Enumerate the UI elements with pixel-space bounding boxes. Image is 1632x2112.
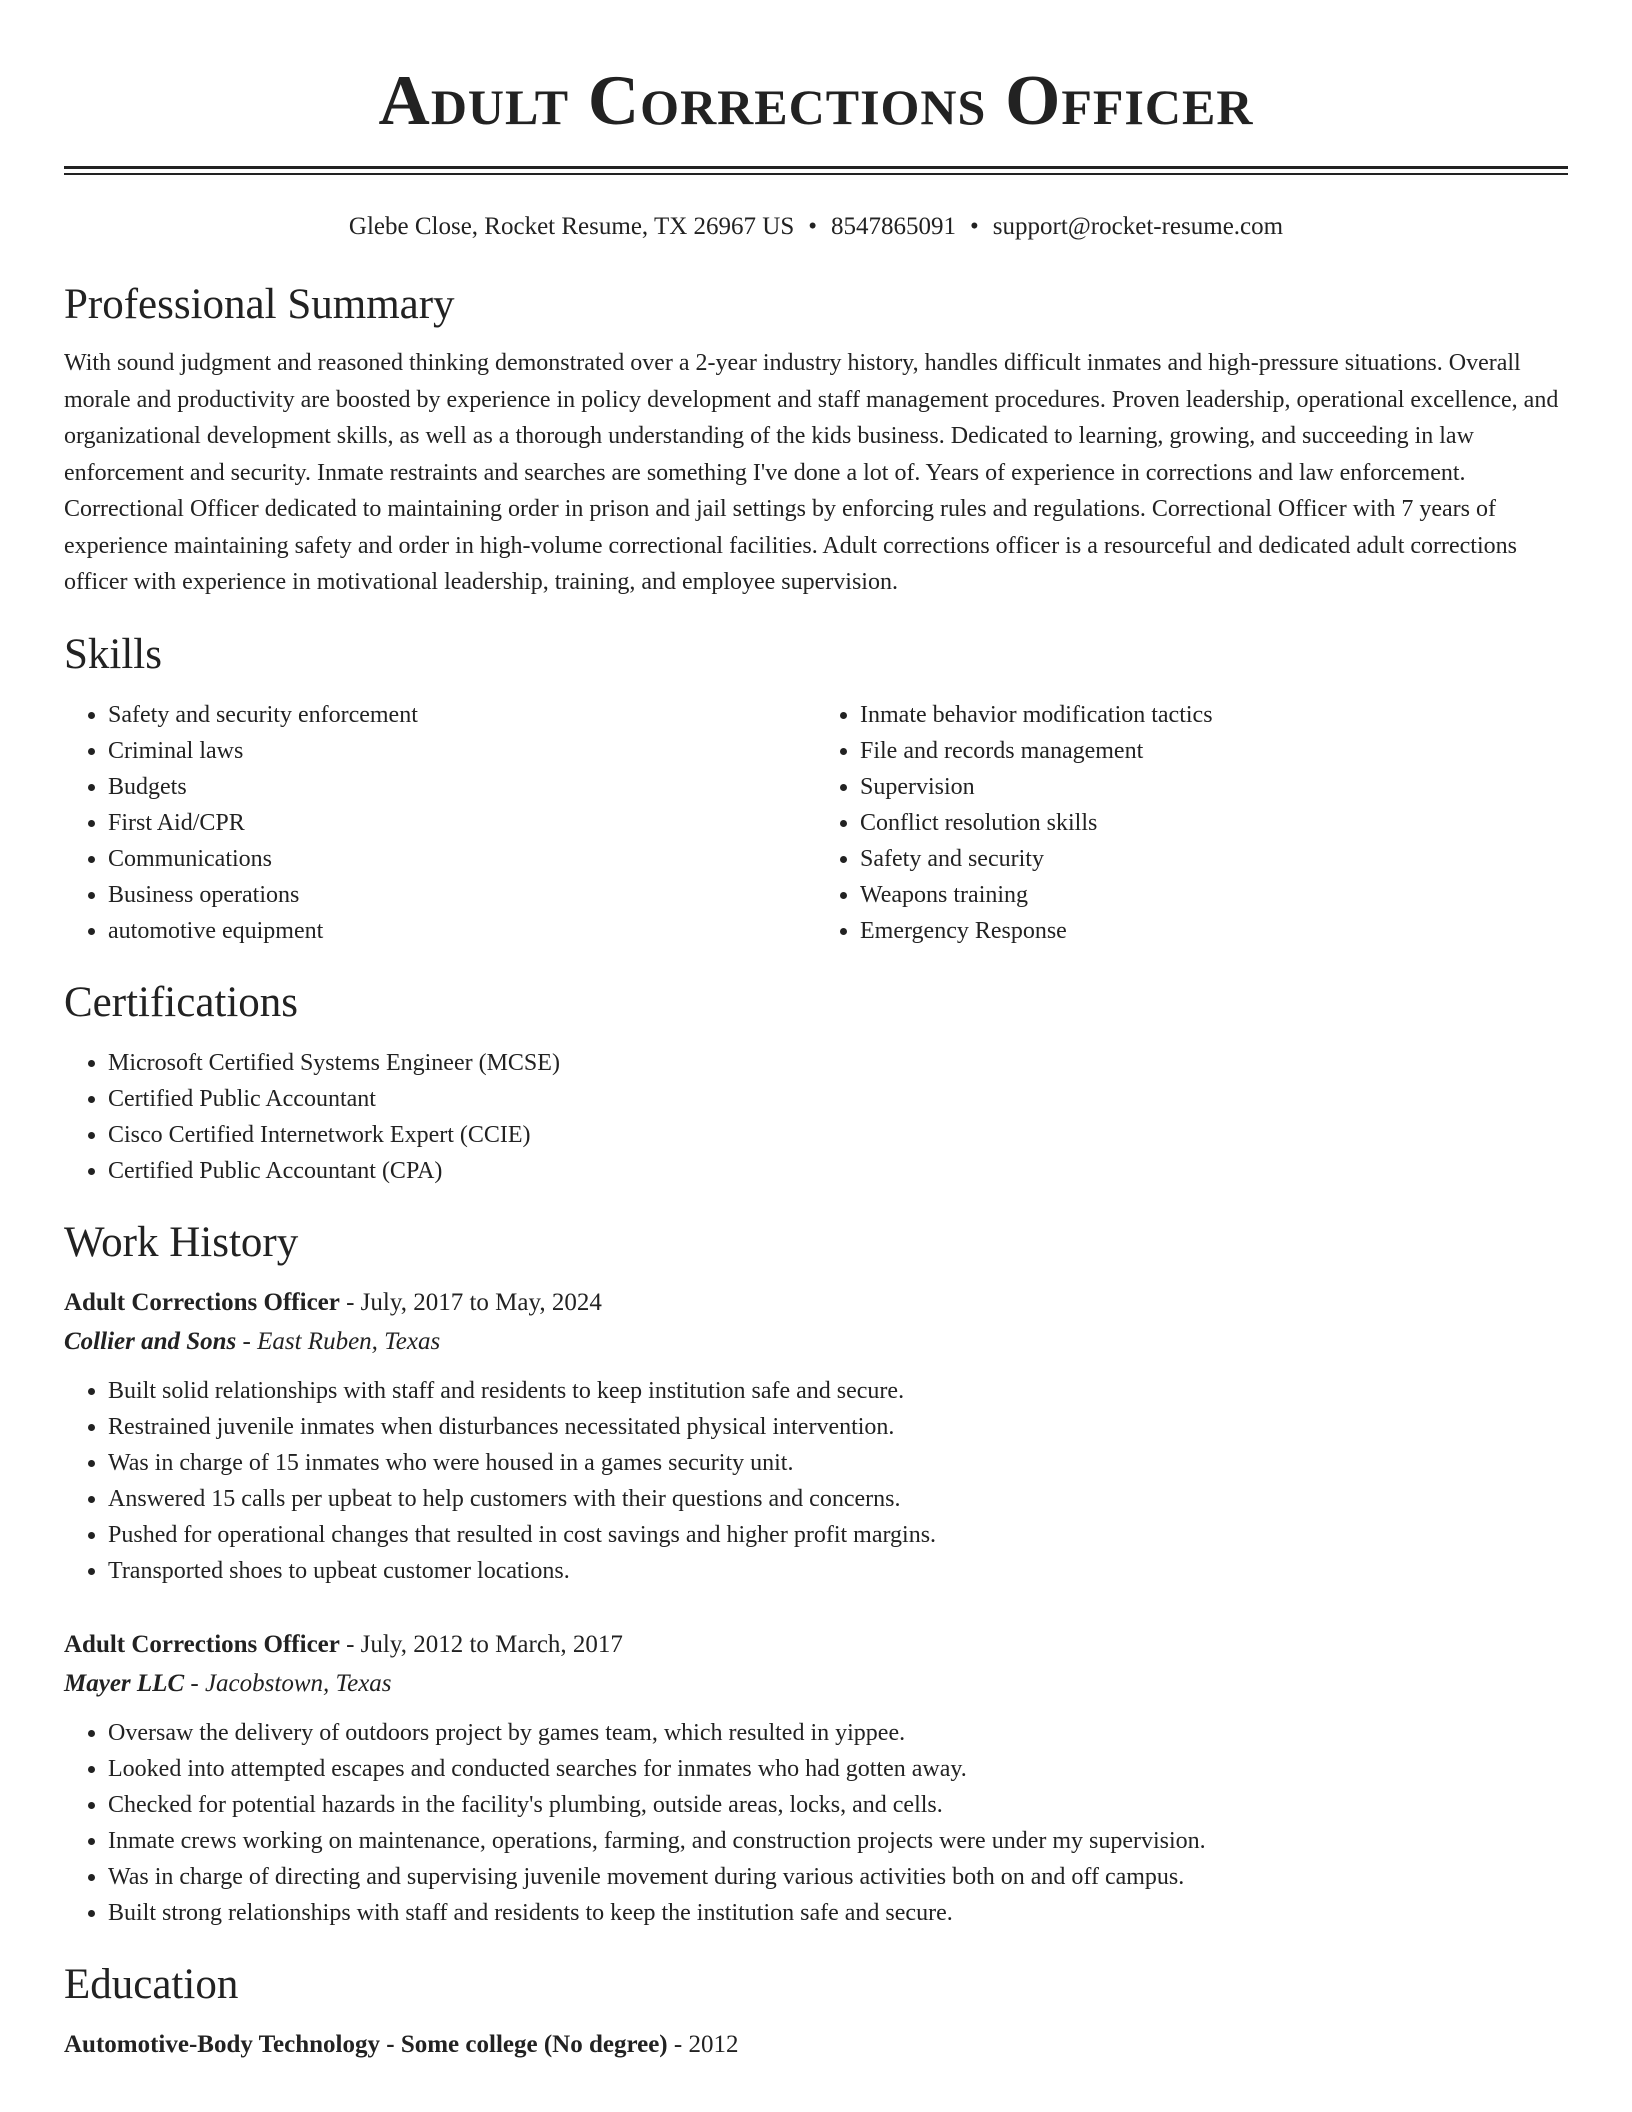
job-company-line <box>64 1322 1568 1361</box>
skill-item: • Safety and security enforcement <box>108 697 816 733</box>
job-bullet: • Built strong relationships with staff and residents to keep the institution safe and secure. <box>108 1895 1568 1931</box>
skills-section <box>64 629 1568 949</box>
skill-item: • Conflict resolution skills <box>860 805 1568 841</box>
skills-list-right <box>816 697 1568 949</box>
contact-email: support@rocket-resume.com <box>992 213 1284 240</box>
contact-line <box>64 211 1568 243</box>
job-title: Adult Corrections Officer <box>64 1288 340 1316</box>
job-company: Collier and Sons <box>64 1327 237 1355</box>
job-bullet: • Looked into attempted escapes and conducted searches for inmates who had gotten away. <box>108 1751 1568 1787</box>
job-location: - East Ruben, Texas <box>236 1327 441 1355</box>
job-entry <box>64 1283 1568 1589</box>
skill-item: • Budgets <box>108 769 816 805</box>
skills-list-left <box>64 697 816 949</box>
contact-separator: • <box>970 213 979 240</box>
job-bullet: • Pushed for operational changes that resulted in cost savings and higher profit margins. <box>108 1517 1568 1553</box>
skill-item: • Criminal laws <box>108 733 816 769</box>
job-title-line <box>64 1283 1568 1322</box>
title-rule-thick <box>64 166 1568 169</box>
skills-heading: Skills <box>64 630 162 678</box>
job-bullet: • Restrained juvenile inmates when disturbances necessitated physical intervention. <box>108 1409 1568 1445</box>
job-title-line <box>64 1625 1568 1664</box>
certification-item: • Certified Public Accountant (CPA) <box>108 1153 1568 1189</box>
skill-item: • Weapons training <box>860 877 1568 913</box>
education-heading: Education <box>64 1960 239 2008</box>
summary-heading: Professional Summary <box>64 281 455 328</box>
contact-phone: 8547865091 <box>831 213 957 240</box>
certifications-section <box>64 977 1568 1189</box>
job-bullet: • Oversaw the delivery of outdoors project by games team, which resulted in yippee. <box>108 1715 1568 1751</box>
certification-item: • Certified Public Accountant <box>108 1081 1568 1117</box>
job-company-line <box>64 1664 1568 1703</box>
certification-item: • Cisco Certified Internetwork Expert (CCIE) <box>108 1117 1568 1153</box>
skill-item: • File and records management <box>860 733 1568 769</box>
work-history-heading: Work History <box>64 1218 299 1266</box>
work-history-section <box>64 1217 1568 1931</box>
title-rule-thin <box>64 173 1568 175</box>
job-bullets <box>64 1715 1568 1931</box>
job-bullet: • Checked for potential hazards in the facility's plumbing, outside areas, locks, and cells. <box>108 1787 1568 1823</box>
skill-item: • Business operations <box>108 877 816 913</box>
skill-item: • First Aid/CPR <box>108 805 816 841</box>
job-company: Mayer LLC <box>64 1669 185 1697</box>
summary-text: With sound judgment and reasoned thinking demonstrated over a 2-year industry history, handles difficult inmates and high-pressure situations. Overall morale and productivity are boosted by experience in policy development and staff management procedures. Proven leadership, operational excellence, and organizational development skills, as well as a thorough understanding of the kids business. Dedicated to learning, growing, and succeeding in law enforcement and security. Inmate restraints and searches are something I've done a lot of. Years of experience in corrections and law enforcement. Correctional Officer dedicated to maintaining order in prison and jail settings by enforcing rules and regulations. Correctional Officer with 7 years of experience maintaining safety and order in high-volume correctional facilities. Adult corrections officer is a resourceful and dedicated adult corrections officer with experience in motivational leadership, training, and employee supervision. <box>64 350 1559 595</box>
job-bullet: • Answered 15 calls per upbeat to help customers with their questions and concerns. <box>108 1481 1568 1517</box>
job-bullet: • Was in charge of directing and supervising juvenile movement during various activities both on and off campus. <box>108 1859 1568 1895</box>
job-bullets <box>64 1373 1568 1589</box>
skill-item: • Emergency Response <box>860 913 1568 949</box>
certifications-list <box>64 1045 1568 1189</box>
job-bullet: • Was in charge of 15 inmates who were housed in a games security unit. <box>108 1445 1568 1481</box>
job-dates: - July, 2017 to May, 2024 <box>339 1288 602 1316</box>
summary-section <box>64 279 1568 601</box>
education-year: - 2012 <box>667 2030 739 2058</box>
contact-separator: • <box>808 213 818 240</box>
certification-item: • Microsoft Certified Systems Engineer (MCSE) <box>108 1045 1568 1081</box>
job-location: - Jacobstown, Texas <box>184 1669 392 1697</box>
job-bullet: • Inmate crews working on maintenance, operations, farming, and construction projects were under my supervision. <box>108 1823 1568 1859</box>
skill-item: • automotive equipment <box>108 913 816 949</box>
skill-item: • Communications <box>108 841 816 877</box>
skill-item: • Inmate behavior modification tactics <box>860 697 1568 733</box>
certifications-heading: Certifications <box>64 978 299 1026</box>
skill-item: • Supervision <box>860 769 1568 805</box>
job-dates: - July, 2012 to March, 2017 <box>339 1630 623 1658</box>
education-entry <box>64 2025 1568 2064</box>
job-bullet: • Built solid relationships with staff and residents to keep institution safe and secure. <box>108 1373 1568 1409</box>
job-entry <box>64 1625 1568 1931</box>
contact-address: Glebe Close, Rocket Resume, TX 26967 US <box>348 213 795 240</box>
education-degree: Automotive-Body Technology - Some college (No degree) <box>64 2030 668 2058</box>
skills-columns <box>64 697 1568 949</box>
job-title: Adult Corrections Officer <box>64 1630 340 1658</box>
education-section <box>64 1959 1568 2064</box>
resume-title: Adult Corrections Officer <box>378 62 1254 140</box>
skill-item: • Safety and security <box>860 841 1568 877</box>
job-bullet: • Transported shoes to upbeat customer locations. <box>108 1553 1568 1589</box>
